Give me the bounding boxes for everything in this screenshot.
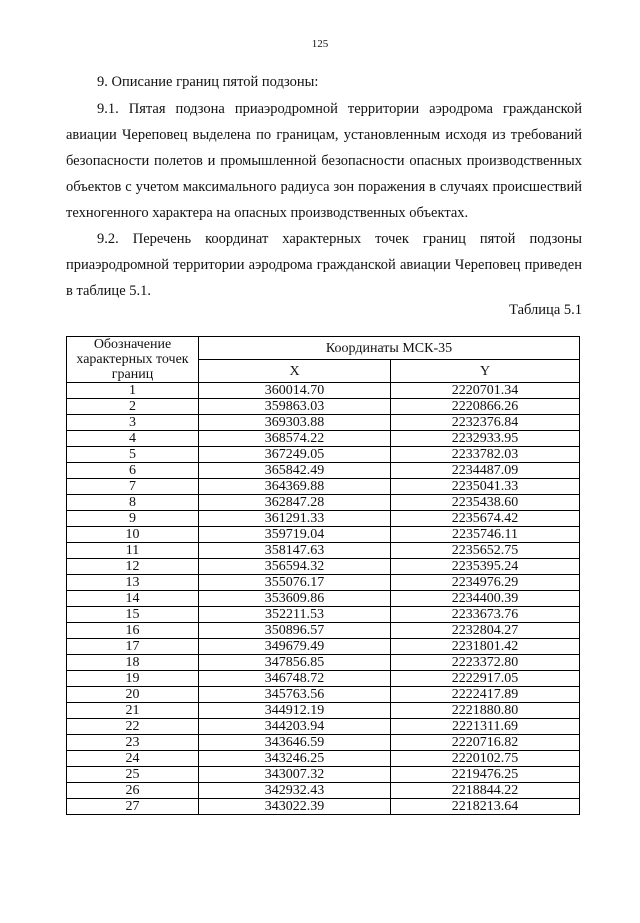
table-row [67,431,580,447]
point-number-cell: 12 [67,559,199,575]
table-row [67,767,580,783]
table-row [67,415,580,431]
table-row [67,607,580,623]
x-coordinate-cell: 343007.32 [199,767,391,783]
y-coordinate-cell: 2222917.05 [391,671,580,687]
table-row [67,495,580,511]
point-number-cell: 13 [67,575,199,591]
point-number-cell: 2 [67,399,199,415]
x-coordinate-cell: 345763.56 [199,687,391,703]
x-coordinate-cell: 343022.39 [199,799,391,815]
table-row [67,703,580,719]
y-coordinate-cell: 2234976.29 [391,575,580,591]
point-number-cell: 23 [67,735,199,751]
point-number-cell: 6 [67,463,199,479]
table-row [67,575,580,591]
x-coordinate-cell: 360014.70 [199,383,391,399]
table-row [67,591,580,607]
x-coordinate-cell: 359863.03 [199,399,391,415]
point-number-cell: 1 [67,383,199,399]
point-number-cell: 4 [67,431,199,447]
x-coordinate-cell: 344912.19 [199,703,391,719]
point-number-cell: 21 [67,703,199,719]
y-coordinate-cell: 2235438.60 [391,495,580,511]
y-coordinate-cell: 2232376.84 [391,415,580,431]
header-x: X [199,360,391,383]
x-coordinate-cell: 352211.53 [199,607,391,623]
x-coordinate-cell: 346748.72 [199,671,391,687]
point-number-cell: 24 [67,751,199,767]
point-number-cell: 25 [67,767,199,783]
table-body [67,383,580,815]
y-coordinate-cell: 2233673.76 [391,607,580,623]
x-coordinate-cell: 355076.17 [199,575,391,591]
table-row [67,559,580,575]
point-number-cell: 27 [67,799,199,815]
point-number-cell: 9 [67,511,199,527]
table-row [67,447,580,463]
point-number-cell: 15 [67,607,199,623]
table-caption: Таблица 5.1 [509,302,582,318]
table-row [67,511,580,527]
x-coordinate-cell: 367249.05 [199,447,391,463]
y-coordinate-cell: 2235395.24 [391,559,580,575]
point-number-cell: 11 [67,543,199,559]
table-row [67,783,580,799]
y-coordinate-cell: 2231801.42 [391,639,580,655]
table-header-row [67,337,580,360]
y-coordinate-cell: 2232933.95 [391,431,580,447]
x-coordinate-cell: 369303.88 [199,415,391,431]
x-coordinate-cell: 342932.43 [199,783,391,799]
point-number-cell: 10 [67,527,199,543]
y-coordinate-cell: 2232804.27 [391,623,580,639]
x-coordinate-cell: 349679.49 [199,639,391,655]
point-number-cell: 20 [67,687,199,703]
page-number: 125 [311,38,329,50]
y-coordinate-cell: 2222417.89 [391,687,580,703]
x-coordinate-cell: 358147.63 [199,543,391,559]
x-coordinate-cell: 350896.57 [199,623,391,639]
paragraph-9-2: 9.2. Перечень координат характерных точек границ пятой подзоны приаэродромной территории аэродрома гражданской авиации Череповец приведен в таблице 5.1. [66,231,582,299]
y-coordinate-cell: 2219476.25 [391,767,580,783]
table-row [67,655,580,671]
table-row [67,639,580,655]
table-row [67,463,580,479]
x-coordinate-cell: 364369.88 [199,479,391,495]
y-coordinate-cell: 2223372.80 [391,655,580,671]
table-row [67,527,580,543]
y-coordinate-cell: 2233782.03 [391,447,580,463]
y-coordinate-cell: 2221311.69 [391,719,580,735]
point-number-cell: 5 [67,447,199,463]
table-row [67,479,580,495]
table-row [67,399,580,415]
header-coordinates: Координаты МСК-35 [199,337,580,360]
x-coordinate-cell: 359719.04 [199,527,391,543]
point-number-cell: 3 [67,415,199,431]
y-coordinate-cell: 2221880.80 [391,703,580,719]
point-number-cell: 7 [67,479,199,495]
x-coordinate-cell: 361291.33 [199,511,391,527]
x-coordinate-cell: 347856.85 [199,655,391,671]
point-number-cell: 17 [67,639,199,655]
header-y: Y [391,360,580,383]
table-row [67,671,580,687]
y-coordinate-cell: 2220102.75 [391,751,580,767]
y-coordinate-cell: 2220866.26 [391,399,580,415]
x-coordinate-cell: 343646.59 [199,735,391,751]
point-number-cell: 19 [67,671,199,687]
table-row [67,623,580,639]
point-number-cell: 22 [67,719,199,735]
y-coordinate-cell: 2234487.09 [391,463,580,479]
x-coordinate-cell: 343246.25 [199,751,391,767]
x-coordinate-cell: 365842.49 [199,463,391,479]
point-number-cell: 26 [67,783,199,799]
table-row [67,383,580,399]
x-coordinate-cell: 368574.22 [199,431,391,447]
x-coordinate-cell: 362847.28 [199,495,391,511]
point-number-cell: 8 [67,495,199,511]
table-row [67,687,580,703]
y-coordinate-cell: 2234400.39 [391,591,580,607]
table-row [67,543,580,559]
y-coordinate-cell: 2235652.75 [391,543,580,559]
coordinates-table [66,336,580,815]
point-number-cell: 14 [67,591,199,607]
table-row [67,799,580,815]
x-coordinate-cell: 353609.86 [199,591,391,607]
x-coordinate-cell: 356594.32 [199,559,391,575]
table-row [67,751,580,767]
y-coordinate-cell: 2220716.82 [391,735,580,751]
y-coordinate-cell: 2218213.64 [391,799,580,815]
y-coordinate-cell: 2235674.42 [391,511,580,527]
x-coordinate-cell: 344203.94 [199,719,391,735]
section-heading: 9. Описание границ пятой подзоны: [97,74,319,90]
point-number-cell: 18 [67,655,199,671]
y-coordinate-cell: 2235041.33 [391,479,580,495]
y-coordinate-cell: 2220701.34 [391,383,580,399]
point-number-cell: 16 [67,623,199,639]
paragraph-9-1: 9.1. Пятая подзона приаэродромной территории аэродрома гражданской авиации Череповец выделена по границам, установленным исходя из требований безопасности полетов и промышленной безопасности опасных производственных объектов с учетом максимального радиуса зон поражения в случаях происшествий техногенного характера на опасных производственных объектах. [66,101,582,221]
table-row [67,735,580,751]
y-coordinate-cell: 2218844.22 [391,783,580,799]
table-row [67,719,580,735]
header-designation: Обозначение характерных точек границ [67,337,199,383]
y-coordinate-cell: 2235746.11 [391,527,580,543]
